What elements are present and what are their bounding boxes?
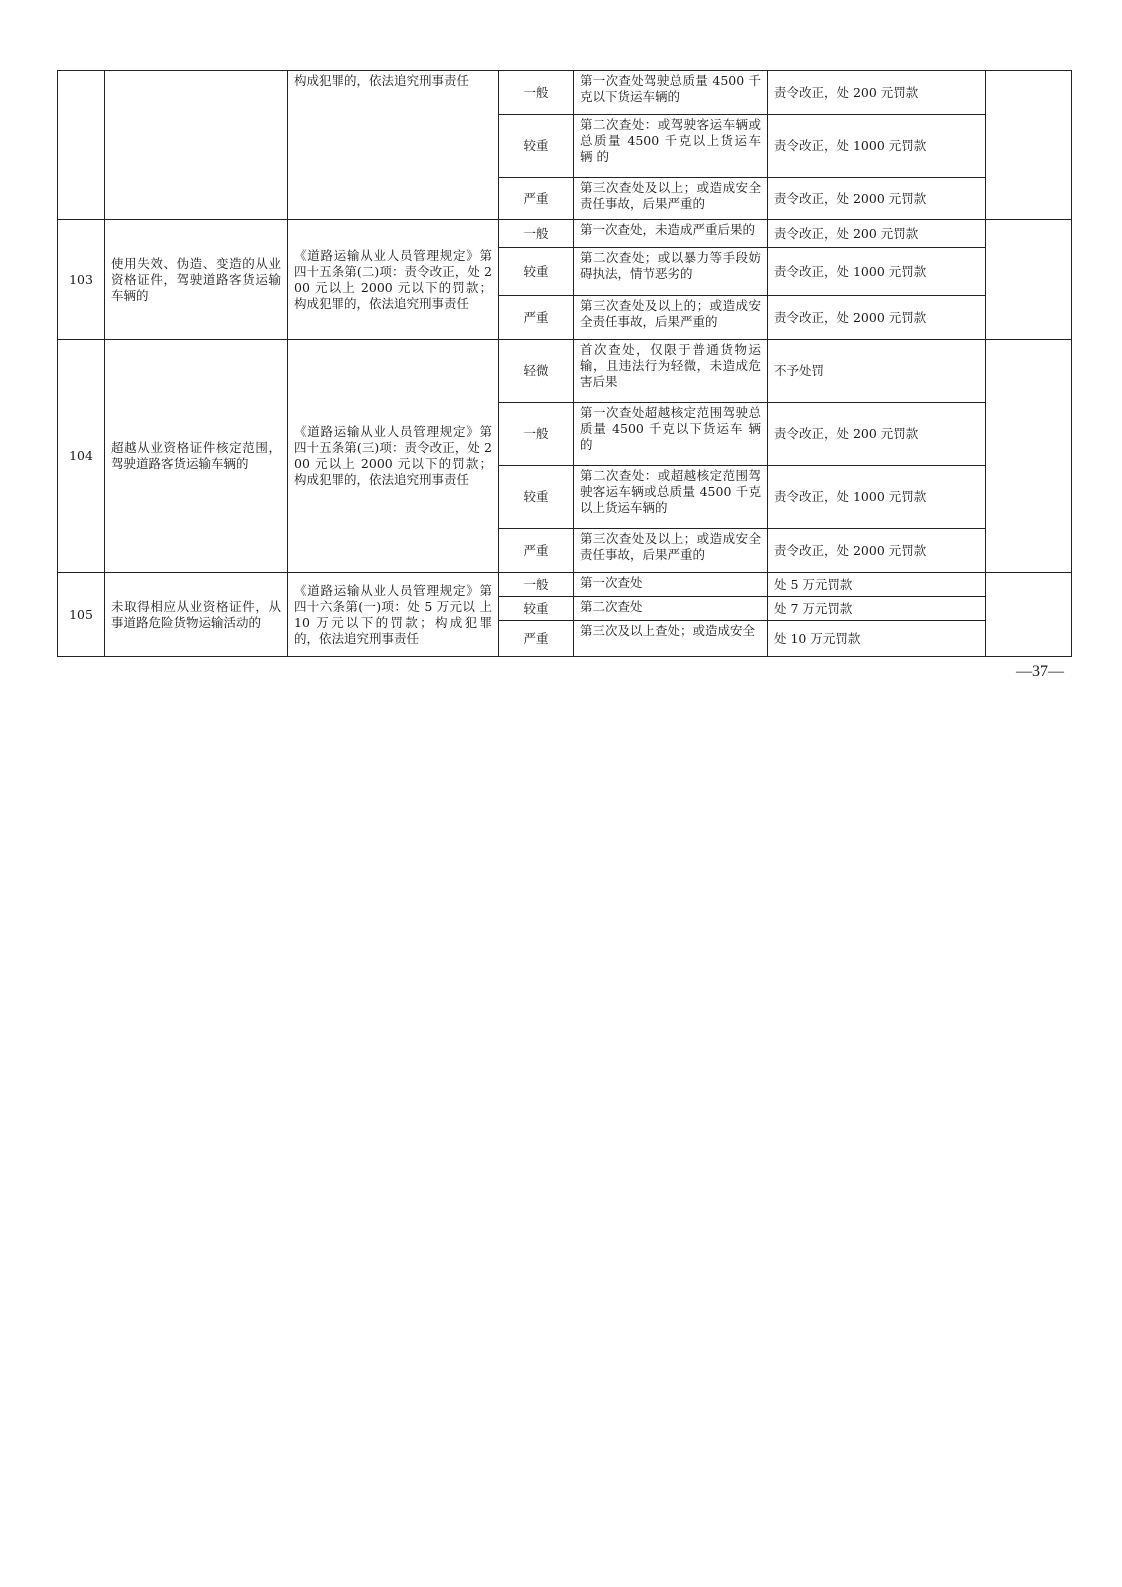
severity-level: 严重 [499,529,574,573]
legal-basis: 《道路运输从业人员管理规定》第四十五条第(三)项：责令改正，处 200 元以上 2000 元以下的罚款； 构成犯罪的，依法追究刑事责任 [288,340,499,573]
legal-basis: 《道路运输从业人员管理规定》第四十六条第(一)项：处 5 万元以 上 10 万元以下的罚款；构成犯罪 的，依法追究刑事责任 [288,573,499,657]
table-row [58,220,1072,248]
remarks-cell [986,340,1072,573]
severity-condition: 第二次查处；或以暴力等手段妨碍执法，情节恶劣的 [574,248,768,296]
table-row [58,573,1072,597]
severity-condition: 第一次查处驾驶总质量 4500 千 克以下货运车辆的 [574,71,768,115]
penalty-standard: 责令改正，处 2000 元罚款 [768,296,986,340]
severity-level: 较重 [499,115,574,178]
violation-description: 未取得相应从业资格证件，从事道路危险货物运输活动的 [105,573,288,657]
violation-description: 超越从业资格证件核定范围， 驾驶道路客货运输车辆的 [105,340,288,573]
penalty-standard: 责令改正，处 1000 元罚款 [768,466,986,529]
severity-condition: 第一次查处，未造成严重后果的 [574,220,768,248]
penalty-standard: 不予处罚 [768,340,986,403]
penalty-standard: 责令改正，处 1000 元罚款 [768,115,986,178]
severity-condition: 第三次查处及以上；或造成安全责任事故，后果严重的 [574,529,768,573]
violation-description [105,71,288,220]
severity-level: 较重 [499,597,574,621]
severity-level: 一般 [499,573,574,597]
severity-condition: 第三次查处及以上的；或造成安全责任事故，后果严重的 [574,296,768,340]
severity-condition: 第二次查处：或驾驶客运车辆或总质量 4500 千克以上货运车 辆 的 [574,115,768,178]
penalty-standard: 责令改正，处 1000 元罚款 [768,248,986,296]
severity-level: 一般 [499,220,574,248]
severity-condition: 首次查处，仅限于普通货物运输，且违法行为轻微，未造成危害后果 [574,340,768,403]
severity-level: 一般 [499,403,574,466]
penalty-standard: 处 5 万元罚款 [768,573,986,597]
row-number: 104 [58,340,105,573]
legal-basis: 构成犯罪的，依法追究刑事责任 [288,71,499,220]
remarks-cell [986,220,1072,340]
table-row [58,340,1072,403]
severity-condition: 第二次查处 [574,597,768,621]
severity-condition: 第三次及以上查处；或造成安全 [574,621,768,657]
legal-basis: 《道路运输从业人员管理规定》第四十五条第(二)项：责令改正，处 200 元以上 2000 元以下的罚款； 构成犯罪的，依法追究刑事责任 [288,220,499,340]
severity-level: 较重 [499,248,574,296]
severity-condition: 第二次查处：或超越核定范围驾 驶客运车辆或总质量 4500 千克 以上货运车辆的 [574,466,768,529]
penalty-standard: 责令改正，处 2000 元罚款 [768,529,986,573]
penalty-standard: 责令改正，处 200 元罚款 [768,220,986,248]
row-number [58,71,105,220]
penalty-standards-table-container [57,70,1071,657]
severity-condition: 第一次查处超越核定范围驾驶总质量 4500 千克以下货运车 辆 的 [574,403,768,466]
remarks-cell [986,573,1072,657]
severity-level: 较重 [499,466,574,529]
severity-level: 严重 [499,178,574,220]
remarks-cell [986,71,1072,220]
penalty-standards-table [57,70,1072,657]
penalty-standard: 处 10 万元罚款 [768,621,986,657]
severity-level: 轻微 [499,340,574,403]
row-number: 103 [58,220,105,340]
violation-description: 使用失效、伪造、变造的从业资格证件，驾驶道路客货运输车辆的 [105,220,288,340]
table-row [58,71,1072,115]
penalty-standard: 责令改正，处 200 元罚款 [768,71,986,115]
penalty-standard: 责令改正，处 2000 元罚款 [768,178,986,220]
severity-level: 严重 [499,296,574,340]
severity-condition: 第一次查处 [574,573,768,597]
row-number: 105 [58,573,105,657]
severity-level: 一般 [499,71,574,115]
severity-condition: 第三次查处及以上；或造成安全责任事故，后果严重的 [574,178,768,220]
penalty-standard: 责令改正，处 200 元罚款 [768,403,986,466]
severity-level: 严重 [499,621,574,657]
page-number: —37— [1016,663,1064,680]
penalty-standard: 处 7 万元罚款 [768,597,986,621]
